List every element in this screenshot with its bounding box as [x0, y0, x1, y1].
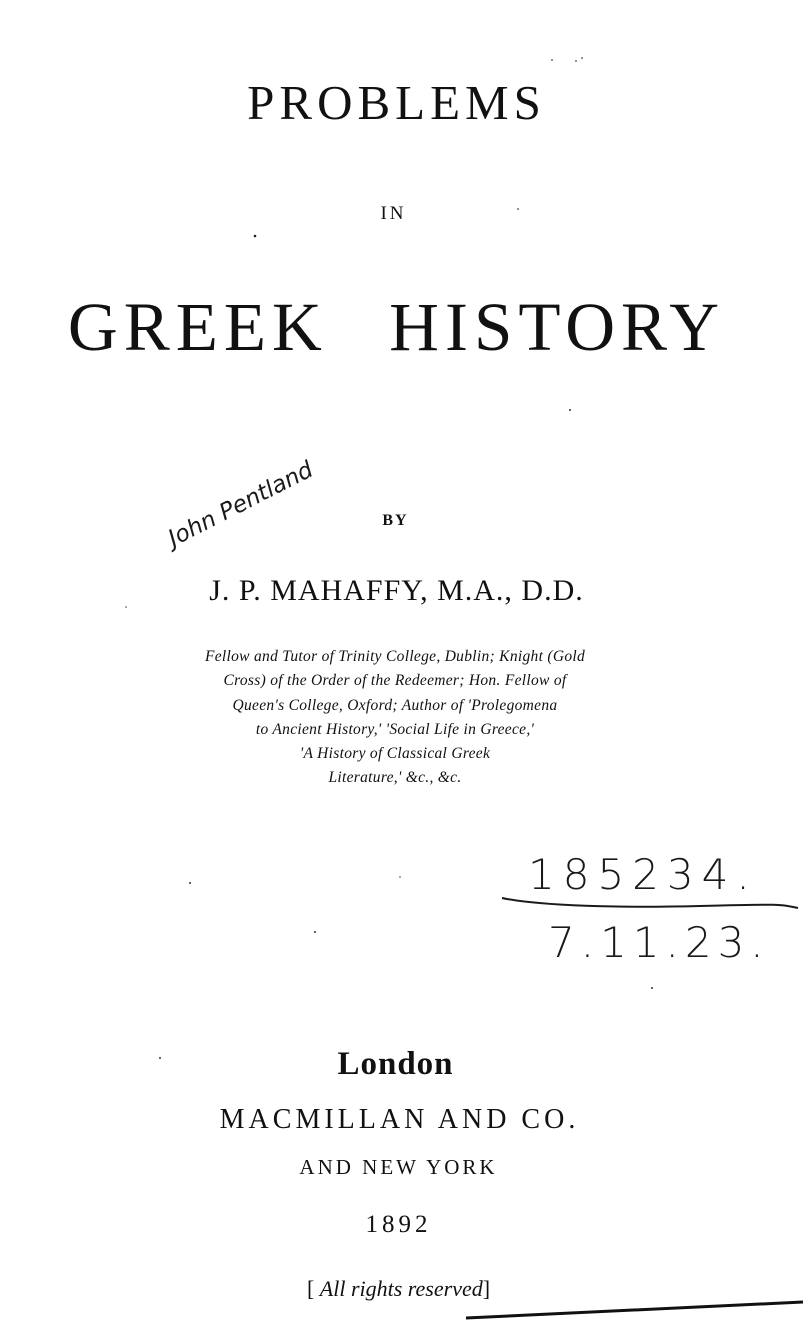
title-problems: PROBLEMS — [247, 75, 546, 130]
page-edge-stroke — [466, 1298, 803, 1321]
by-label: BY — [382, 512, 409, 529]
credentials-line: Fellow and Tutor of Trinity College, Dublin; Knight (Gold — [204, 648, 586, 665]
credentials-line: to Ancient History,' 'Social Life in Greece,' — [255, 720, 535, 738]
author-name: J. P. MAHAFFY, M.A., D.D. — [209, 574, 584, 607]
handwritten-date: 7.11.23. — [548, 918, 770, 967]
credentials-line: Queen's College, Oxford; Author of 'Prolegomena — [232, 696, 558, 714]
imprint-city: AND NEW YORK — [299, 1155, 498, 1179]
title-in: IN — [380, 203, 407, 224]
handwritten-accession-number: 185234. — [528, 850, 758, 899]
rights-text: All rights reserved — [319, 1276, 483, 1301]
credentials-line: Cross) of the Order of the Redeemer; Hon. Fellow of — [223, 672, 567, 690]
credentials-line: Literature,' &c., &c. — [328, 769, 462, 787]
imprint-rights: [ All rights reserved] — [306, 1276, 491, 1301]
imprint-place: London — [337, 1046, 454, 1082]
imprint-year: 1892 — [365, 1211, 432, 1238]
author-credentials — [130, 645, 660, 791]
handwritten-underline — [500, 894, 800, 918]
handwritten-name: John Pentland — [164, 456, 318, 552]
imprint-publisher: MACMILLAN AND CO. — [219, 1104, 580, 1135]
title-greek-history: GREEK HISTORY — [67, 289, 726, 365]
credentials-line: 'A History of Classical Greek — [299, 745, 491, 763]
